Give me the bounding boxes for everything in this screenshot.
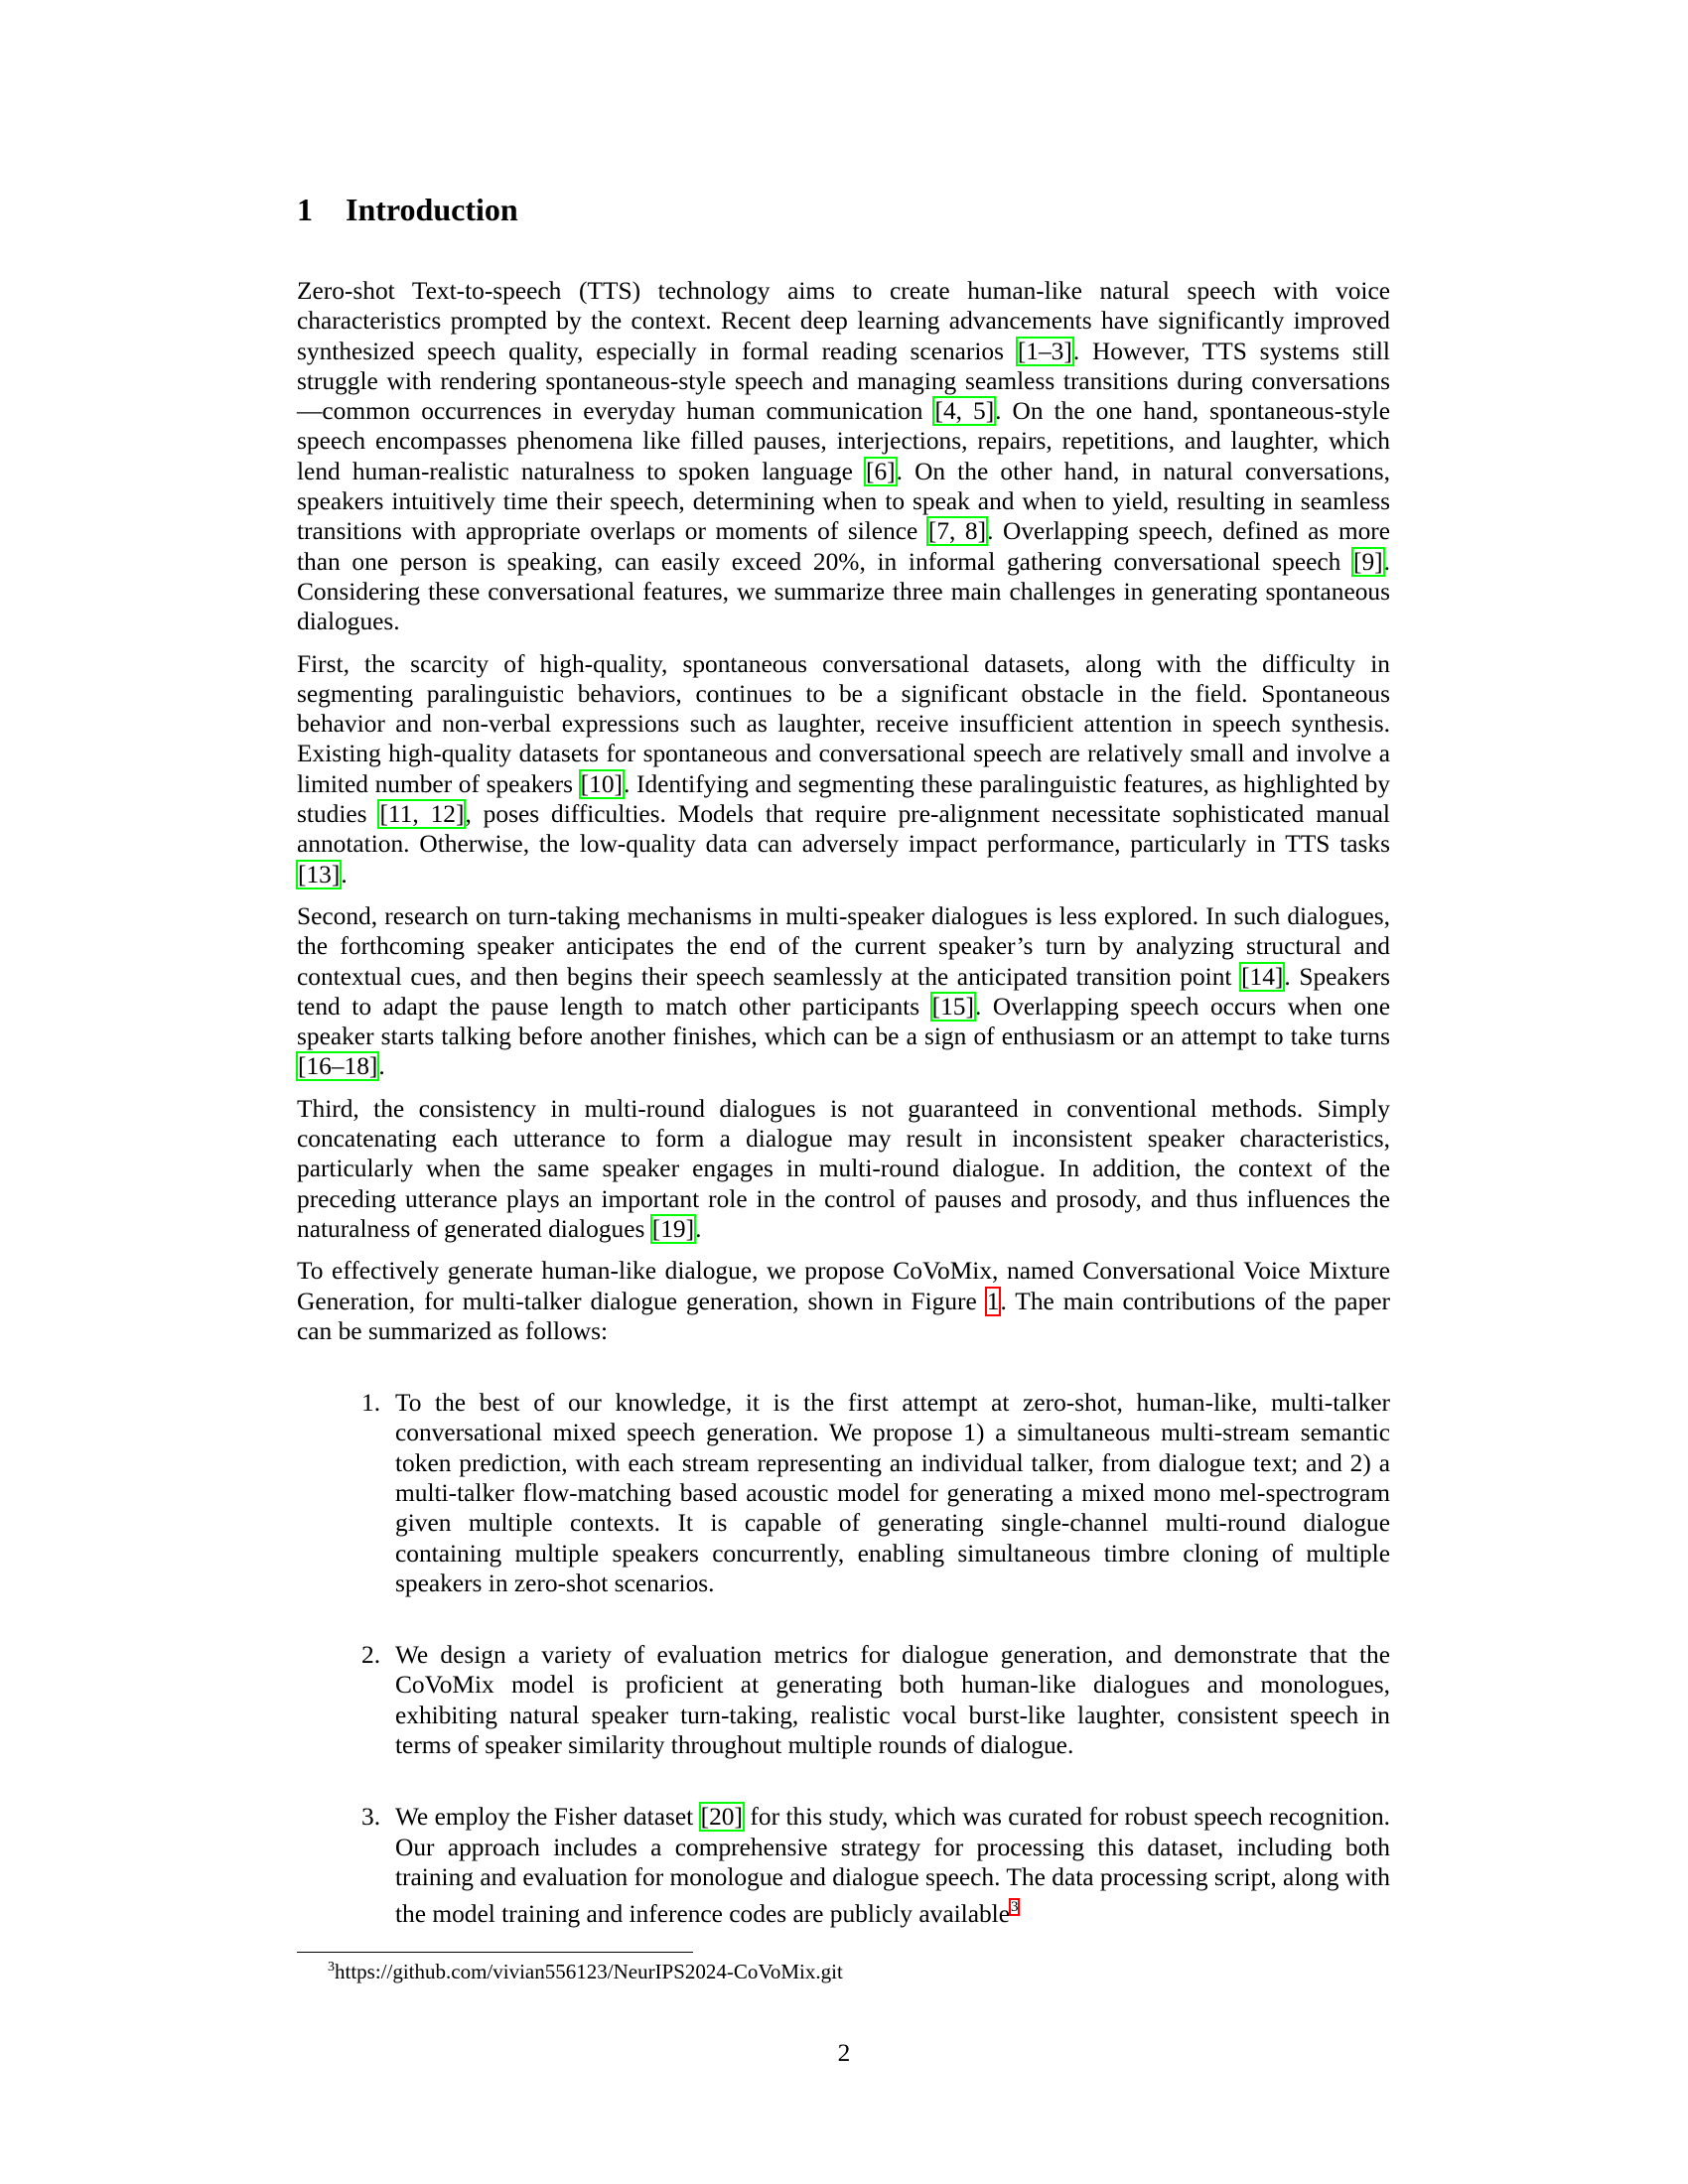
text-run: . The main contributions of the paper can be summarized as follows: <box>297 1287 1390 1345</box>
paragraphs <box>297 276 1390 1346</box>
text-run: To effectively generate human-like dialogue, we propose CoVoMix, named Conversational Voice Mixture Generation, for multi-talker dialogue generation, shown in Figure <box>297 1257 1390 1315</box>
citation-link[interactable]: [11, 12] <box>379 800 465 829</box>
text-run: . <box>378 1052 385 1081</box>
text-run: . Overlapping speech, defined as more than one person is speaking, can easily exceed 20%, in informal gathering conversational speech <box>297 517 1390 576</box>
text-run: . On the one hand, spontaneous-style speech encompasses phenomena like filled pauses, interjections, repairs, repetitions, and laughter, which lend human-realistic naturalness to spoken language <box>297 397 1391 485</box>
paragraph <box>297 276 1390 637</box>
citation-link[interactable]: [20] <box>700 1803 743 1832</box>
citation-link[interactable]: [9] <box>1353 547 1383 576</box>
page-number: 2 <box>837 2039 851 2067</box>
text-run: . Considering these conversational features, we summarize three main challenges in generating spontaneous dialogues. <box>297 547 1390 636</box>
text-run: . <box>341 860 348 888</box>
citation-link[interactable]: [1–3] <box>1017 337 1072 365</box>
text-run: Third, the consistency in multi-round dialogues is not guaranteed in conventional methods. Simply concatenating each utterance to form a dialogue may result in inconsistent speaker characteristics, particularly when the same speaker engages in multi-round dialogue. In addition, the context of the preceding utterance plays an important role in the control of pauses and prosody, and thus influences the naturalness of generated dialogues <box>297 1094 1390 1243</box>
section-heading <box>297 192 518 228</box>
citation-link[interactable]: [14] <box>1241 962 1284 991</box>
list-number: 1. <box>361 1389 381 1418</box>
citation-link[interactable]: [4, 5] <box>934 397 995 426</box>
paragraph <box>297 1256 1390 1346</box>
paragraph <box>297 1094 1390 1244</box>
text-run: . However, TTS systems still struggle with rendering spontaneous-style speech and managing seamless transitions during conversations—common occurrences in everyday human communication <box>297 337 1390 426</box>
paragraph <box>297 901 1390 1082</box>
list-number: 3. <box>361 1803 381 1832</box>
paragraph <box>297 649 1390 889</box>
text-run: . Speakers tend to adapt the pause length to match other participants <box>297 962 1390 1021</box>
contribution-item <box>297 1640 1390 1760</box>
footnote-link[interactable]: 3 <box>1010 1899 1019 1916</box>
text-run: , poses difficulties. Models that require pre-alignment necessitate sophisticated manual annotation. Otherwise, the low-quality data can adversely impact performance, particularly in TTS tasks <box>297 800 1390 859</box>
contributions-list <box>297 1388 1390 1929</box>
footnote <box>328 1960 843 1984</box>
contribution-item <box>297 1388 1390 1598</box>
citation-link[interactable]: [16–18] <box>298 1052 378 1081</box>
text-run: . Identifying and segmenting these paralinguistic features, as highlighted by studies <box>297 769 1390 829</box>
citation-link[interactable]: [6] <box>865 457 896 485</box>
text-run: Zero-shot Text-to-speech (TTS) technology aims to create human-like natural speech with voice characteristics prompted by the context. Recent deep learning advancements have significantly improved synthesized speech quality, especially in formal reading scenarios <box>297 277 1390 365</box>
citation-link[interactable]: [10] <box>580 769 623 798</box>
text-run: . <box>695 1214 702 1243</box>
section-title: Introduction <box>346 192 518 227</box>
text-run: Second, research on turn-taking mechanisms in multi-speaker dialogues is less explored. In such dialogues, the forthcoming speaker anticipates the end of the current speaker’s turn by analyzing structural and contextual cues, and then begins their speech seamlessly at the anticipated transition point <box>297 901 1390 991</box>
text-run: To the best of our knowledge, it is the first attempt at zero-shot, human-like, multi-talker conversational mixed speech generation. We propose 1) a simultaneous multi-stream semantic token prediction, with each stream representing an individual talker, from dialogue text; and 2) a multi-talker flow-matching based acoustic model for generating a mixed mono mel-spectrogram given multiple contexts. It is capable of generating single-channel multi-round dialogue containing multiple speakers concurrently, enabling simultaneous timbre cloning of multiple speakers in zero-shot scenarios. <box>395 1389 1390 1597</box>
section-body <box>297 276 1390 1972</box>
text-run: . Overlapping speech occurs when one speaker starts talking before another finishes, which can be a sign of enthusiasm or an attempt to take turns <box>297 992 1390 1051</box>
section-number: 1 <box>297 192 313 227</box>
contribution-item <box>297 1802 1390 1929</box>
citation-link[interactable]: [15] <box>931 992 974 1021</box>
text-run: for this study, which was curated for robust speech recognition. Our approach includes a comprehensive strategy for processing this dataset, including both training and evaluation for monologue and dialogue speech. The data processing script, along with the model training and inference codes are publicly available <box>395 1803 1390 1929</box>
text-run: First, the scarcity of high-quality, spontaneous conversational datasets, along with the difficulty in segmenting paralinguistic behaviors, continues to be a significant obstacle in the field. Spontaneous behavior and non-verbal expressions such as laughter, receive insufficient attention in speech synthesis. Existing high-quality datasets for spontaneous and conversational speech are relatively small and involve a limited number of speakers <box>297 649 1390 798</box>
text-run: We employ the Fisher dataset <box>395 1803 700 1832</box>
citation-link[interactable]: [13] <box>298 860 341 888</box>
footnote-mark: 3 <box>328 1960 335 1975</box>
footnote-url[interactable]: https://github.com/vivian556123/NeurIPS2024-CoVoMix.git <box>335 1960 843 1983</box>
list-number: 2. <box>361 1641 381 1670</box>
footnote-rule <box>297 1952 693 1953</box>
citation-link[interactable]: [7, 8] <box>927 517 987 546</box>
text-run: We design a variety of evaluation metrics for dialogue generation, and demonstrate that the CoVoMix model is proficient at generating both human-like dialogues and monologues, exhibiting natural speaker turn-taking, realistic vocal burst-like laughter, consistent speech in terms of speaker similarity throughout multiple rounds of dialogue. <box>395 1641 1390 1760</box>
text-run: . On the other hand, in natural conversations, speakers intuitively time their speech, determining when to speak and when to yield, resulting in seamless transitions with appropriate overlaps or moments of silence <box>297 457 1390 546</box>
citation-link[interactable]: [19] <box>651 1214 695 1243</box>
figure-link[interactable]: 1 <box>986 1287 1000 1315</box>
